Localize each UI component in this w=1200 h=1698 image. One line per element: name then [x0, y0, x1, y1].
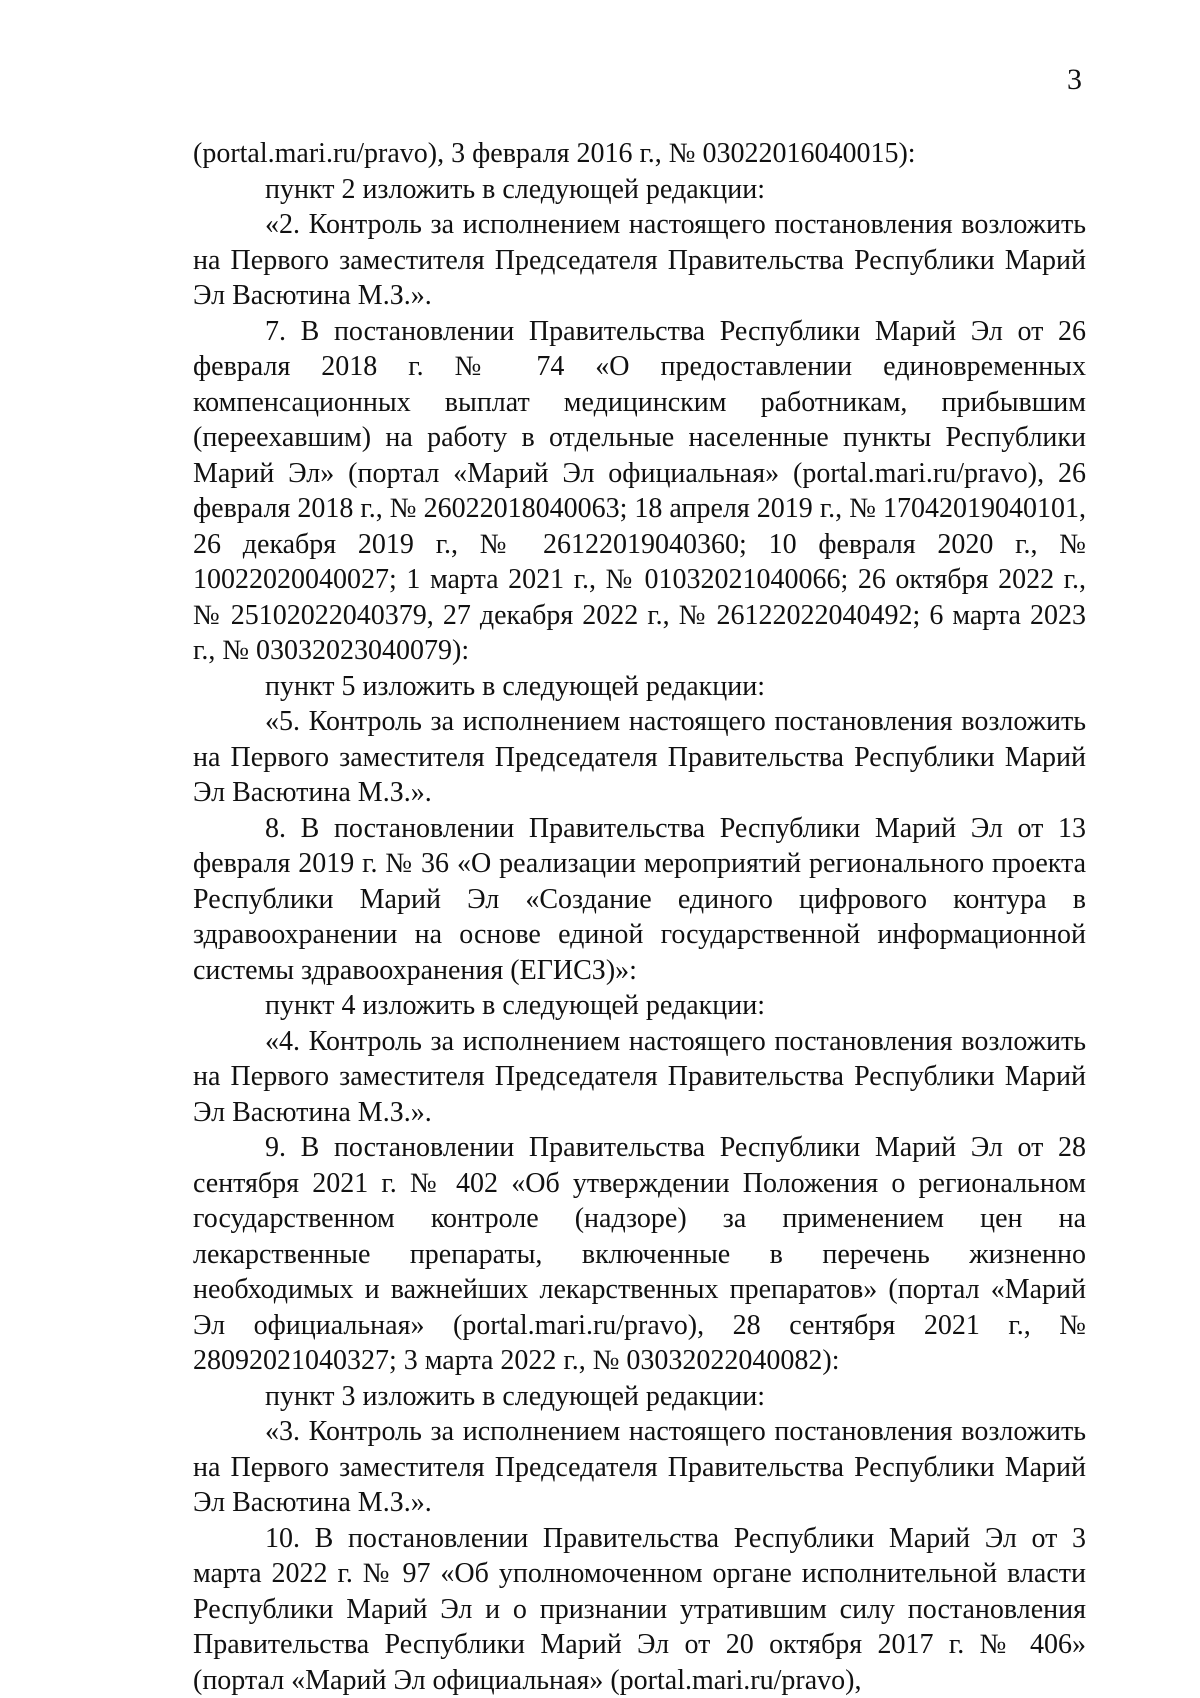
paragraph-item-9: 9. В постановлении Правительства Республики Марий Эл от 28 сентября 2021 г. № 402 «Об утверждении Положения о региональном государственном контроле (надзоре) за применением цен на лекарственные препараты, включенные в перечень жизненно необходимых и важнейших лекарственных препаратов» (портал «Марий Эл официальная» (portal.mari.ru/pravo), 28 сентября 2021 г., № 28092021040327; 3 марта 2022 г., № 03032022040082):	[193, 1130, 1086, 1379]
paragraph-instruction: пункт 5 изложить в следующей редакции:	[193, 669, 1086, 705]
paragraph-instruction: пункт 4 изложить в следующей редакции:	[193, 988, 1086, 1024]
paragraph-quoted-point: «5. Контроль за исполнением настоящего постановления возложить на Первого заместителя Председателя Правительства Республики Марий Эл Васютина М.З.».	[193, 704, 1086, 811]
paragraph-quoted-point: «3. Контроль за исполнением настоящего постановления возложить на Первого заместителя Председателя Правительства Республики Марий Эл Васютина М.З.».	[193, 1414, 1086, 1521]
page-number: 3	[1067, 62, 1082, 98]
document-body	[193, 136, 1086, 1698]
paragraph-continuation: (portal.mari.ru/pravo), 3 февраля 2016 г., № 03022016040015):	[193, 136, 1086, 172]
paragraph-item-10: 10. В постановлении Правительства Республики Марий Эл от 3 марта 2022 г. № 97 «Об уполномоченном органе исполнительной власти Республики Марий Эл и о признании утратившим силу постановления Правительства Республики Марий Эл от 20 октября 2017 г. № 406» (портал «Марий Эл официальная» (portal.mari.ru/pravo),	[193, 1521, 1086, 1698]
paragraph-instruction: пункт 2 изложить в следующей редакции:	[193, 172, 1086, 208]
paragraph-quoted-point: «2. Контроль за исполнением настоящего постановления возложить на Первого заместителя Председателя Правительства Республики Марий Эл Васютина М.З.».	[193, 207, 1086, 314]
paragraph-quoted-point: «4. Контроль за исполнением настоящего постановления возложить на Первого заместителя Председателя Правительства Республики Марий Эл Васютина М.З.».	[193, 1024, 1086, 1131]
paragraph-item-7: 7. В постановлении Правительства Республики Марий Эл от 26 февраля 2018 г. № 74 «О предоставлении единовременных компенсационных выплат медицинским работникам, прибывшим (переехавшим) на работу в отдельные населенные пункты Республики Марий Эл» (портал «Марий Эл официальная» (portal.mari.ru/pravo), 26 февраля 2018 г., № 26022018040063; 18 апреля 2019 г., № 17042019040101, 26 декабря 2019 г., № 26122019040360; 10 февраля 2020 г., № 10022020040027; 1 марта 2021 г., № 01032021040066; 26 октября 2022 г., № 25102022040379, 27 декабря 2022 г., № 26122022040492; 6 марта 2023 г., № 03032023040079):	[193, 314, 1086, 669]
paragraph-item-8: 8. В постановлении Правительства Республики Марий Эл от 13 февраля 2019 г. № 36 «О реализации мероприятий регионального проекта Республики Марий Эл «Создание единого цифрового контура в здравоохранении на основе единой государственной информационной системы здравоохранения (ЕГИСЗ)»:	[193, 811, 1086, 989]
paragraph-instruction: пункт 3 изложить в следующей редакции:	[193, 1379, 1086, 1415]
